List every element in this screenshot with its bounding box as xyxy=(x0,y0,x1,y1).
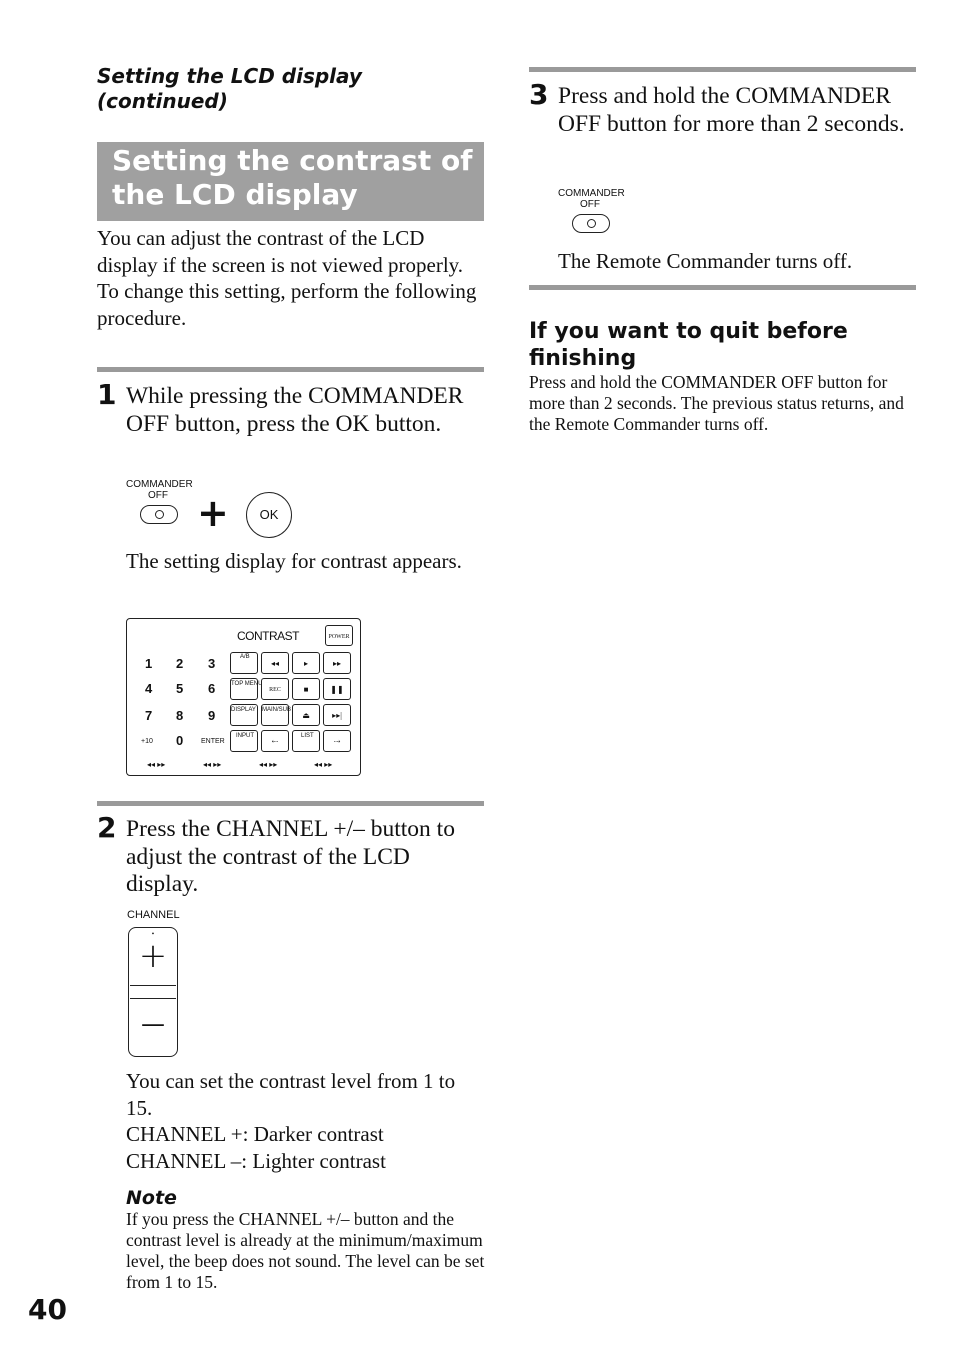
divider xyxy=(529,285,916,290)
stop-icon: ■ xyxy=(292,678,320,700)
plus-sign: + xyxy=(197,491,229,535)
commander-label-line: OFF xyxy=(580,199,600,210)
commander-label-line: COMMANDER xyxy=(558,188,625,199)
fast-forward-icon: ▸▸ xyxy=(323,652,351,674)
plus10-label: +10 xyxy=(141,738,153,745)
result-line: You can set the contrast level from 1 to 15. xyxy=(126,1069,456,1120)
step-1-number: 1 xyxy=(97,378,117,411)
step-2-text: Press the CHANNEL +/– button to adjust the contrast of the LCD display. xyxy=(126,816,455,897)
digit-9: 9 xyxy=(208,708,216,723)
divider xyxy=(97,367,484,372)
step-1-text: While pressing the COMMANDER OFF button, press the OK button. xyxy=(126,383,464,437)
rewind-icon: ◂◂ xyxy=(261,652,289,674)
step-3-number: 3 xyxy=(529,78,549,111)
forward-arrow-icon: ⇢ xyxy=(323,730,351,752)
note-heading: Note xyxy=(126,1187,177,1209)
divider xyxy=(529,67,916,72)
eject-icon: ⏏ xyxy=(292,704,320,726)
digit-4: 4 xyxy=(145,681,153,696)
next-icon: ▸▸| xyxy=(323,704,351,726)
input-key xyxy=(230,730,258,752)
commander-label-line: OFF xyxy=(148,490,168,501)
channel-plus-icon: + xyxy=(138,936,168,976)
back-arrow-icon: ⇠ xyxy=(261,730,289,752)
digit-0: 0 xyxy=(176,733,184,748)
section-title-box xyxy=(97,142,484,221)
ab-key xyxy=(230,652,258,674)
intro-line: To change this setting, perform the following procedure. xyxy=(97,279,477,330)
intro-line: You can adjust the contrast of the LCD display if the screen is not viewed properly. xyxy=(97,226,464,277)
ok-button[interactable]: OK xyxy=(246,492,292,538)
main-sub-key xyxy=(261,704,292,726)
channel-label: CHANNEL xyxy=(127,909,180,921)
list-label: LIST xyxy=(301,733,314,739)
input-label: INPUT xyxy=(236,733,254,739)
main-sub-label: MAIN/SUB xyxy=(262,707,292,713)
result-line: CHANNEL +: Darker contrast xyxy=(126,1122,384,1146)
commander-off-button[interactable] xyxy=(572,214,610,233)
lcd-contrast-display xyxy=(126,618,361,776)
bottom-arrows: ◂◂ ▸▸ xyxy=(147,760,166,769)
result-line: CHANNEL –: Lighter contrast xyxy=(126,1148,386,1173)
commander-label-line: COMMANDER xyxy=(126,479,193,490)
commander-off-label xyxy=(126,479,193,501)
play-icon: ▸ xyxy=(292,652,320,674)
digit-8: 8 xyxy=(176,708,184,723)
rec-key: REC xyxy=(261,678,289,700)
intro-text xyxy=(97,225,487,331)
lcd-title: CONTRAST xyxy=(237,629,299,643)
digit-3: 3 xyxy=(208,656,216,671)
bottom-arrows: ◂◂ ▸▸ xyxy=(259,760,278,769)
page-number: 40 xyxy=(28,1293,67,1326)
bottom-arrows: ◂◂ ▸▸ xyxy=(203,760,222,769)
power-key: POWER xyxy=(325,625,353,646)
channel-minus-icon: — xyxy=(141,1010,165,1038)
list-key xyxy=(292,730,320,752)
digit-5: 5 xyxy=(176,681,184,696)
digit-1: 1 xyxy=(145,656,153,671)
step-3-text: Press and hold the COMMANDER OFF button for more than 2 seconds. xyxy=(558,83,905,137)
pause-icon: ❚❚ xyxy=(323,678,351,700)
section-title: Setting the contrast of the LCD display xyxy=(112,144,473,211)
step-2-number: 2 xyxy=(97,811,117,844)
note-body: If you press the CHANNEL +/– button and the contrast level is already at the minimum/maximum level, the beep does not sound. The level can be set from 1 to 15. xyxy=(126,1209,485,1292)
channel-button[interactable] xyxy=(128,927,178,1057)
step-2-result xyxy=(126,1068,476,1174)
quit-body: Press and hold the COMMANDER OFF button for more than 2 seconds. The previous status returns, and the Remote Commander turns off. xyxy=(529,372,904,434)
display-key xyxy=(230,704,258,726)
digit-6: 6 xyxy=(208,681,216,696)
commander-off-label xyxy=(558,188,625,210)
channel-divider xyxy=(130,985,176,999)
step-1-result: The setting display for contrast appears. xyxy=(126,549,462,573)
digit-2: 2 xyxy=(176,656,184,671)
display-label: DISPLAY xyxy=(231,707,256,713)
top-menu-label: TOP MENU xyxy=(231,681,263,687)
bottom-arrows: ◂◂ ▸▸ xyxy=(314,760,333,769)
enter-label: ENTER xyxy=(201,738,225,745)
step-3-result: The Remote Commander turns off. xyxy=(558,249,853,273)
quit-heading: If you want to quit before finishing xyxy=(529,319,848,371)
commander-off-button[interactable] xyxy=(140,505,178,524)
channel-dot-icon: • xyxy=(151,930,155,938)
continued-heading: Setting the LCD display (continued) xyxy=(97,64,362,113)
ab-label: A/B xyxy=(240,654,250,660)
digit-7: 7 xyxy=(145,708,153,723)
divider xyxy=(97,801,484,806)
top-menu-key xyxy=(230,678,263,700)
